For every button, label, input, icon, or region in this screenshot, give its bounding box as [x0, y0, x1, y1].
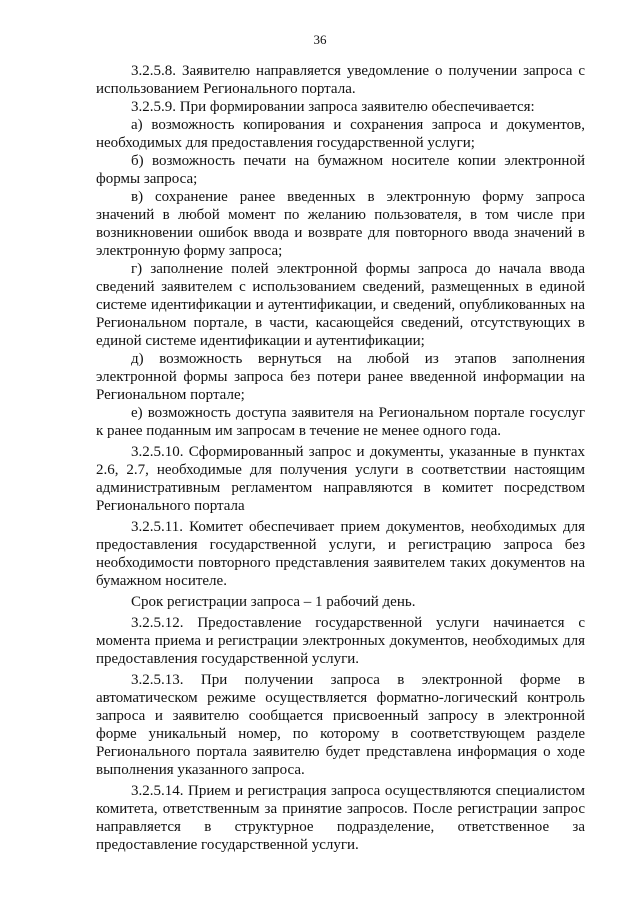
list-item-d: д) возможность вернуться на любой из этапов заполнения электронной формы запроса без потери ранее введенной информации на Региональном портале;	[96, 351, 585, 403]
page-number: 36	[313, 32, 327, 47]
document-body	[96, 62, 585, 857]
list-item-b: б) возможность печати на бумажном носителе копии электронной формы запроса;	[96, 153, 585, 187]
list-item-v: в) сохранение ранее введенных в электронную форму запроса значений в любой момент по желанию пользователя, в том числе при возникновении ошибок ввода и возврате для повторного ввода значений в электронную форму запроса;	[96, 189, 585, 259]
list-item-a: а) возможность копирования и сохранения запроса и документов, необходимых для предоставления государственной услуги;	[96, 117, 585, 151]
paragraph-3-2-5-9: 3.2.5.9. При формировании запроса заявителю обеспечивается:	[131, 99, 535, 115]
list-item-e: е) возможность доступа заявителя на Региональном портале госуслуг к ранее поданным им запросам в течение не менее одного года.	[96, 405, 585, 439]
paragraph-3-2-5-14: 3.2.5.14. Прием и регистрация запроса осуществляются специалистом комитета, ответственным за принятие запросов. После регистрации запрос направляется в структурное подразделение, ответственное за предоставление государственной услуги.	[96, 783, 585, 853]
list-item-g: г) заполнение полей электронной формы запроса до начала ввода сведений заявителем с использованием сведений, размещенных в единой системе идентификации и аутентификации, и сведений, опубликованных на Региональном портале, в части, касающейся сведений, отсутствующих в единой системе идентификации и аутентификации;	[96, 261, 585, 349]
registration-term: Срок регистрации запроса – 1 рабочий день.	[131, 594, 416, 610]
paragraph-3-2-5-11: 3.2.5.11. Комитет обеспечивает прием документов, необходимых для предоставления государственной услуги, и регистрацию запроса без необходимости повторного представления заявителем таких документов на бумажном носителе.	[96, 519, 585, 589]
paragraph-3-2-5-13: 3.2.5.13. При получении запроса в электронной форме в автоматическом режиме осуществляется форматно-логический контроль запроса и заявителю сообщается присвоенный запросу в электронной форме уникальный номер, по которому в соответствующем разделе Регионального портала заявителю будет представлена информация о ходе выполнения указанного запроса.	[96, 672, 585, 778]
paragraph-3-2-5-10: 3.2.5.10. Сформированный запрос и документы, указанные в пунктах 2.6, 2.7, необходимые для получения услуги в соответствии настоящим административным регламентом направляются в комитет посредством Регионального портала	[96, 444, 585, 514]
paragraph-3-2-5-8: 3.2.5.8. Заявителю направляется уведомление о получении запроса с использованием Регионального портала.	[96, 63, 585, 97]
paragraph-3-2-5-12: 3.2.5.12. Предоставление государственной услуги начинается с момента приема и регистрации электронных документов, необходимых для предоставления государственной услуги.	[96, 615, 585, 667]
